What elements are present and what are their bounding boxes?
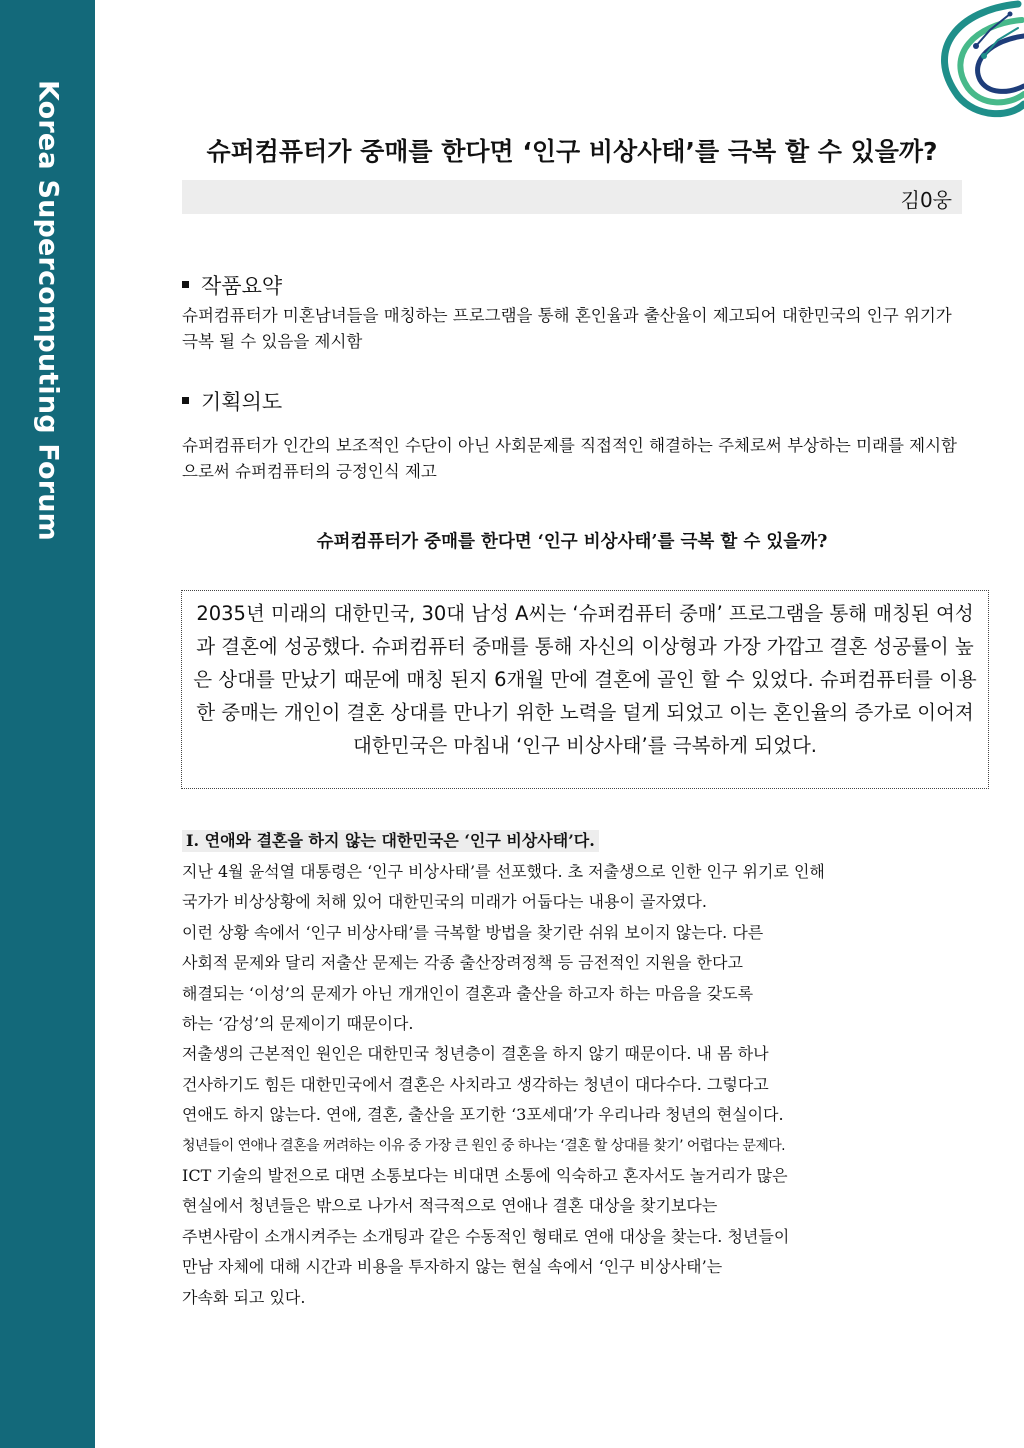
body-line: 지난 4월 윤석열 대통령은 ‘인구 비상사태’를 선포했다. 초 저출생으로 인한 인구 위기로 인해: [182, 862, 825, 881]
author-bar: [182, 180, 962, 214]
forum-logo: [918, 0, 1024, 120]
story-box: [181, 590, 989, 789]
summary-heading: [182, 270, 282, 300]
summary-heading-label: 작품요약: [201, 274, 283, 298]
body-line: 하는 ‘감성’의 문제이기 때문이다.: [182, 1014, 414, 1034]
summary-text: 슈퍼컴퓨터가 미혼남녀들을 매칭하는 프로그램을 통해 혼인율과 출산율이 제고되어 대한민국의 인구 위기가 극복 될 수 있음을 제시함: [182, 306, 952, 351]
story-box-text: 2035년 미래의 대한민국, 30대 남성 A씨는 ‘슈퍼컴퓨터 중매’ 프로그램을 통해 매칭된 여성과 결혼에 성공했다. 슈퍼컴퓨터 중매를 통해 자신의 이상형과 가장 가깝고 결혼 성공률이 높은 상대를 만났기 때문에 매칭 된지 6개월 만에 결혼에 골인 할 수 있었다. 슈퍼컴퓨터를 이용한 중매는 개인이 결혼 상대를 만나기 위한 노력을 덜게 되었고 이는 혼인율의 증가로 이어져 대한민국은 마침내 ‘인구 비상사태’를 극복하게 되었다.: [193, 602, 977, 757]
body-line: 주변사람이 소개시켜주는 소개팅과 같은 수동적인 형태로 연애 대상을 찾는다. 청년들이: [182, 1226, 790, 1246]
body-line: ICT 기술의 발전으로 대면 소통보다는 비대면 소통에 익숙하고 혼자서도 놀거리가 많은: [182, 1166, 788, 1186]
body-line: 만남 자체에 대해 시간과 비용을 투자하지 않는 현실 속에서 ‘인구 비상사태’는: [182, 1257, 723, 1277]
body-line: 건사하기도 힘든 대한민국에서 결혼은 사치라고 생각하는 청년이 대다수다. 그렇다고: [182, 1074, 769, 1094]
logo-node-3: [1008, 12, 1013, 17]
body-line: 현실에서 청년들은 밖으로 나가서 적극적으로 연애나 결혼 대상을 찾기보다는: [182, 1196, 718, 1216]
sidebar-band: [0, 0, 95, 1448]
square-bullet-icon: [182, 397, 189, 404]
page-title: 슈퍼컴퓨터가 중매를 한다면 ‘인구 비상사태’를 극복 할 수 있을까?: [206, 137, 938, 166]
body-line: 가속화 되고 있다.: [182, 1287, 306, 1307]
chapter-body: [182, 857, 982, 1313]
chapter-heading: Ⅰ. 연애와 결혼을 하지 않는 대한민국은 ‘인구 비상사태’다.: [182, 830, 599, 852]
intent-heading-label: 기획의도: [201, 390, 283, 414]
body-line: 국가가 비상상황에 처해 있어 대한민국의 미래가 어둡다는 내용이 골자였다.: [182, 892, 707, 912]
sidebar-label: Korea Supercomputing Forum: [32, 80, 64, 541]
logo-node-1: [973, 43, 979, 49]
body-line: 저출생의 근본적인 원인은 대한민국 청년층이 결혼을 하지 않기 때문이다. 내 몸 하나: [182, 1044, 769, 1064]
story-title: 슈퍼컴퓨터가 중매를 한다면 ‘인구 비상사태’를 극복 할 수 있을까?: [316, 532, 828, 552]
body-line: 사회적 문제와 달리 저출산 문제는 각종 출산장려정책 등 금전적인 지원을 한다고: [182, 953, 743, 973]
intent-heading: [182, 386, 282, 416]
body-line: 연애도 하지 않는다. 연애, 결혼, 출산을 포기한 ‘3포세대’가 우리나라 청년의 현실이다.: [182, 1105, 784, 1125]
square-bullet-icon: [182, 281, 189, 288]
logo-arc-inner: [978, 36, 1024, 91]
author-name: 김0웅: [900, 188, 952, 212]
body-line: 해결되는 ‘이성’의 문제가 아닌 개개인이 결혼과 출산을 하고자 하는 마음을 갖도록: [182, 983, 754, 1003]
intent-text: 슈퍼컴퓨터가 인간의 보조적인 수단이 아닌 사회문제를 직접적인 해결하는 주체로써 부상하는 미래를 제시함으로써 슈퍼컴퓨터의 긍정인식 제고: [182, 436, 957, 481]
logo-node-2: [981, 53, 987, 59]
body-line: 이런 상황 속에서 ‘인구 비상사태’를 극복할 방법을 찾기란 쉬워 보이지 않는다. 다른: [182, 922, 764, 942]
body-line: 청년들이 연애나 결혼을 꺼려하는 이유 중 가장 큰 원인 중 하나는 ‘결혼 할 상대를 찾기’ 어렵다는 문제다.: [182, 1137, 786, 1154]
